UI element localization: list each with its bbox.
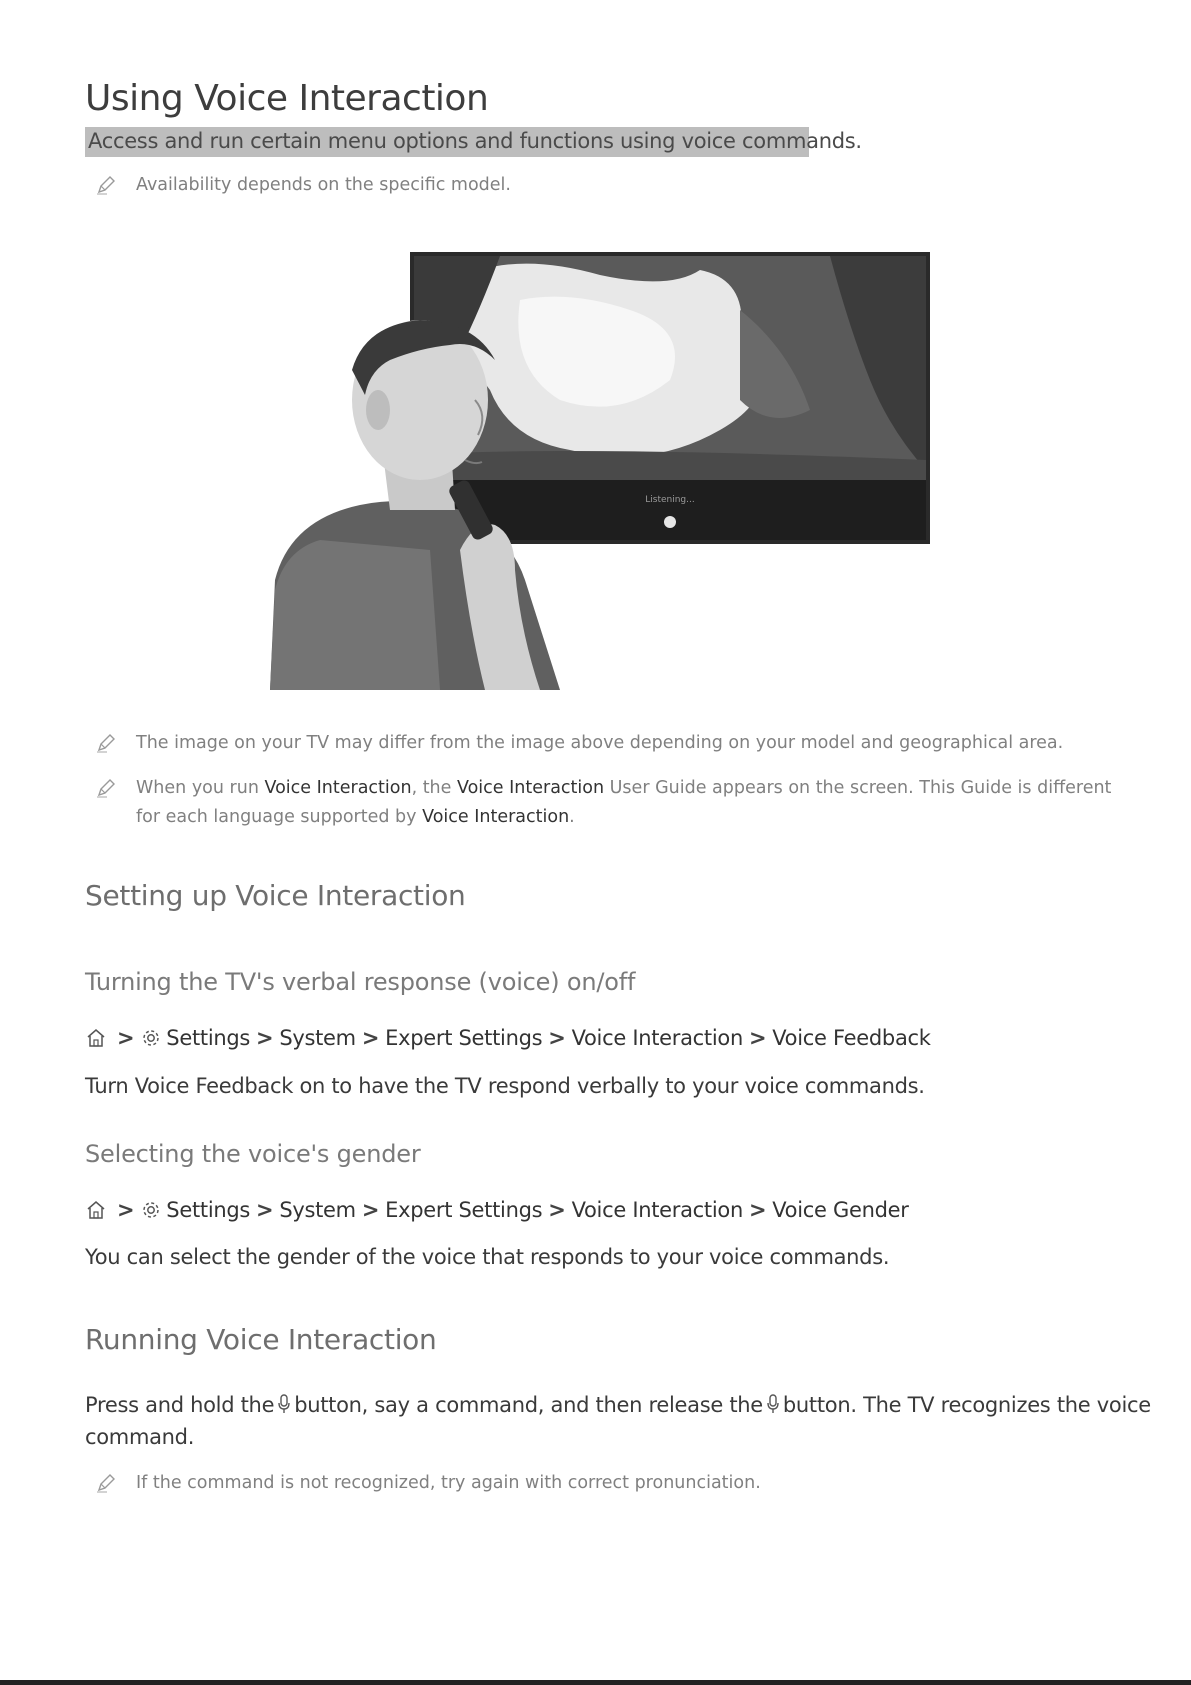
page-title: Using Voice Interaction [85,78,489,119]
path-separator: > [117,1026,135,1050]
path-item-settings: Settings [166,1198,251,1222]
running-description-line1: Press and hold the button, say a command, and then release the button. The TV recognizes the voice [85,1393,1151,1417]
term-voice-interaction: Voice Interaction [264,778,412,798]
path-item-expert-settings: Expert Settings [385,1198,543,1222]
pencil-note-icon [95,1472,117,1494]
microphone-icon [766,1393,780,1415]
microphone-icon [277,1393,291,1415]
pencil-note-icon [95,174,117,196]
home-icon [85,1027,107,1049]
path-item-voice-feedback: Voice Feedback [772,1026,931,1050]
voice-gender-description: You can select the gender of the voice that responds to your voice commands. [85,1245,890,1269]
path-item-system: System [279,1198,356,1222]
running-heading: Running Voice Interaction [85,1323,437,1356]
note-pronunciation-text: If the command is not recognized, try again with correct pronunciation. [136,1473,761,1493]
voice-bar-listening-text: Listening... [645,495,695,505]
path-separator: > [548,1026,566,1050]
path-separator: > [256,1026,274,1050]
page-subtitle: Access and run certain menu options and functions using voice commands. [88,129,862,153]
path-item-voice-interaction: Voice Interaction [571,1198,743,1222]
voice-interaction-illustration [270,250,935,690]
term-voice-interaction: Voice Interaction [456,778,605,798]
person-jacket-shade [270,540,440,690]
voice-gender-heading: Selecting the voice's gender [85,1140,421,1168]
note-availability-text: Availability depends on the specific model. [136,175,511,195]
pencil-note-icon [95,732,117,754]
voice-bar-dot [664,516,676,528]
path-separator: > [361,1198,380,1222]
path-item-system: System [279,1026,356,1050]
gear-icon [140,1027,162,1049]
path-separator: > [748,1198,767,1222]
setup-heading: Setting up Voice Interaction [85,879,466,912]
home-icon [85,1199,107,1221]
path-separator: > [548,1198,566,1222]
running-description-line2: command. [85,1425,195,1449]
path-item-voice-interaction: Voice Interaction [571,1026,743,1050]
note-user-guide-line2: for each language supported by Voice Interaction. [136,807,575,827]
voice-feedback-menu-path [85,1026,931,1050]
voice-feedback-heading: Turning the TV's verbal response (voice) on/off [85,968,636,996]
person-ear [366,390,390,430]
path-item-settings: Settings [166,1026,251,1050]
path-item-voice-gender: Voice Gender [772,1198,909,1222]
gear-icon [140,1199,162,1221]
note-image-differs-text: The image on your TV may differ from the image above depending on your model and geographical area. [136,733,1064,753]
pencil-note-icon [95,777,117,799]
path-separator: > [117,1198,135,1222]
page-subtitle-highlight [85,127,862,157]
path-separator: > [256,1198,274,1222]
note-user-guide-line1: When you run Voice Interaction, the Voice Interaction User Guide appears on the screen. This Guide is different [136,778,1112,798]
voice-gender-menu-path [85,1198,909,1222]
voice-feedback-description: Turn Voice Feedback on to have the TV respond verbally to your voice commands. [85,1074,925,1098]
term-voice-interaction: Voice Interaction [422,807,570,827]
page-bottom-border [0,1680,1191,1685]
path-separator: > [361,1026,380,1050]
path-separator: > [748,1026,767,1050]
path-item-expert-settings: Expert Settings [385,1026,543,1050]
